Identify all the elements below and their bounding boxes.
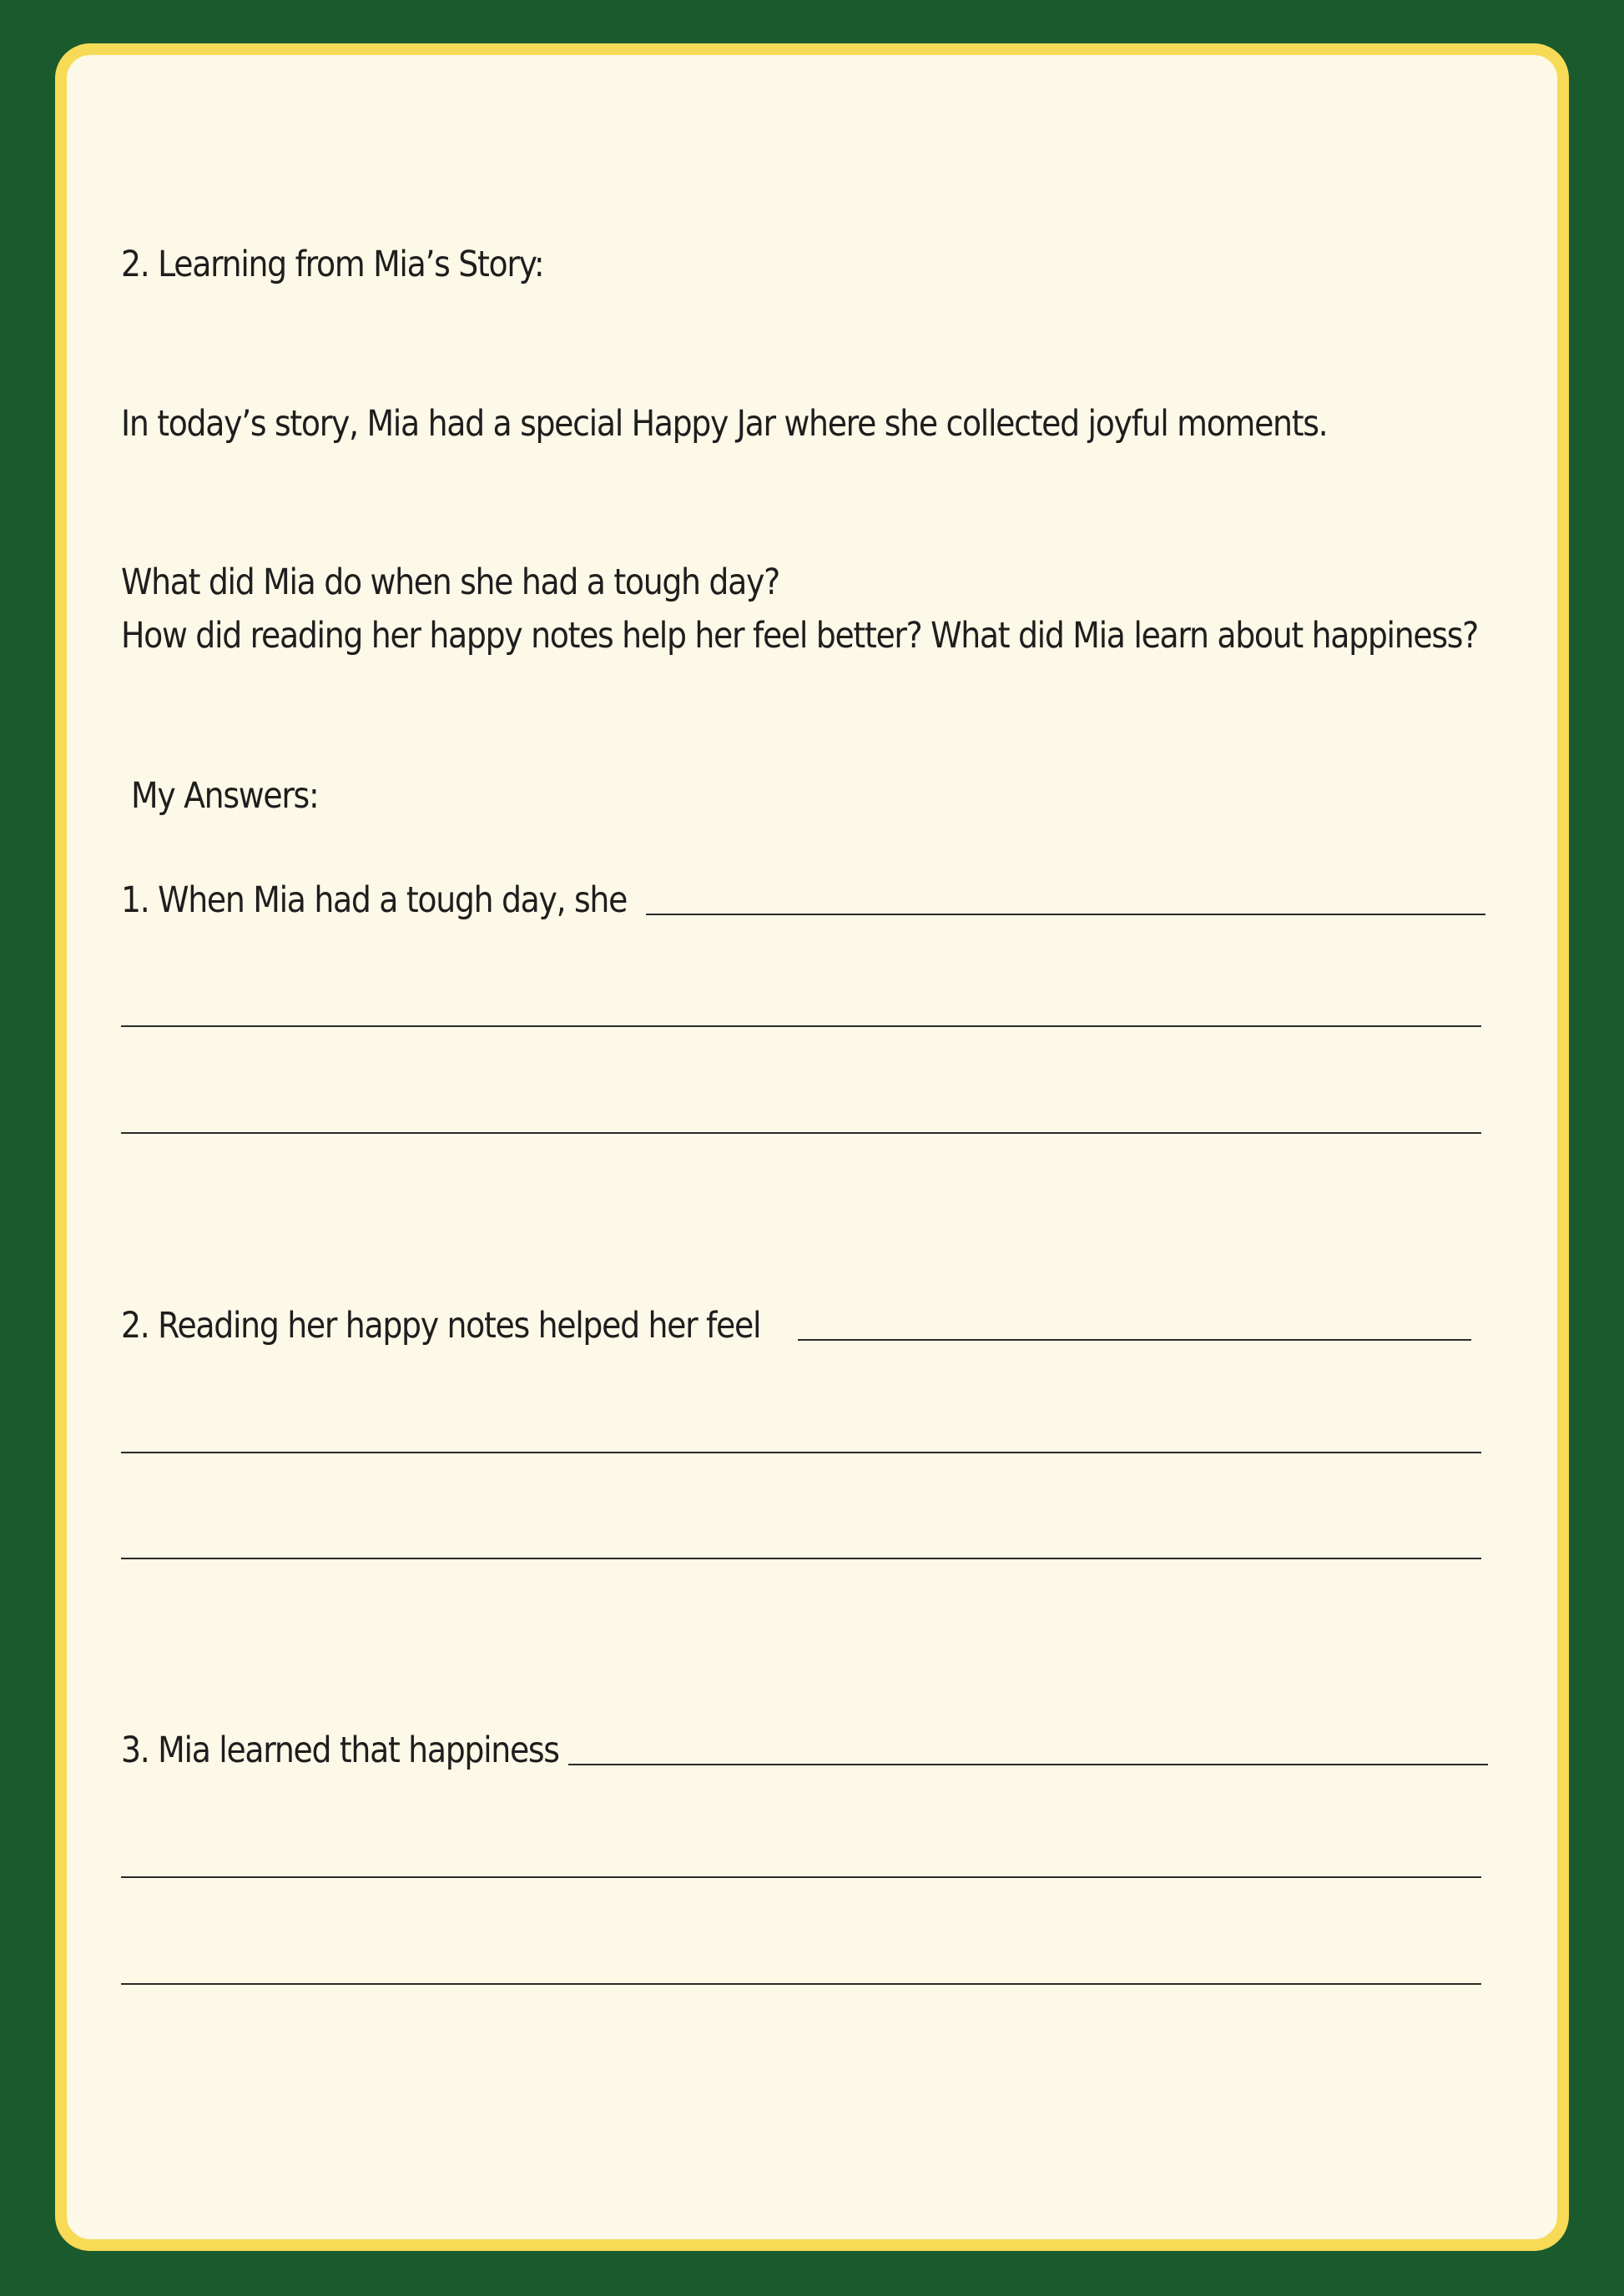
answer-3-line-2[interactable]: [121, 1876, 1481, 1878]
answer-1-input-line[interactable]: [646, 914, 1485, 915]
answer-3-prompt: 3. Mia learned that happiness: [121, 1730, 559, 1771]
answer-2-input-line[interactable]: [798, 1339, 1471, 1341]
intro-text: In today’s story, Mia had a special Happy Jar where she collected joyful moments.: [121, 403, 1328, 445]
question-1: What did Mia do when she had a tough day?: [121, 561, 779, 603]
answer-3-input-line[interactable]: [568, 1764, 1488, 1765]
answers-heading: My Answers:: [131, 775, 319, 817]
answer-2-line-3[interactable]: [121, 1558, 1481, 1559]
answer-2-row: [121, 1305, 1471, 1347]
answer-1-line-2[interactable]: [121, 1025, 1481, 1027]
worksheet-card: [55, 43, 1569, 2251]
answer-3-row: [121, 1730, 1488, 1771]
answer-1-prompt: 1. When Mia had a tough day, she: [121, 879, 628, 921]
section-title: 2. Learning from Mia’s Story:: [121, 244, 544, 285]
answer-1-row: [121, 879, 1485, 921]
answer-2-prompt: 2. Reading her happy notes helped her feel: [121, 1305, 761, 1347]
question-2: How did reading her happy notes help her feel better? What did Mia learn about happiness?: [121, 615, 1478, 657]
answer-2-line-2[interactable]: [121, 1452, 1481, 1453]
answer-3-line-3[interactable]: [121, 1983, 1481, 1985]
answer-1-line-3[interactable]: [121, 1132, 1481, 1134]
